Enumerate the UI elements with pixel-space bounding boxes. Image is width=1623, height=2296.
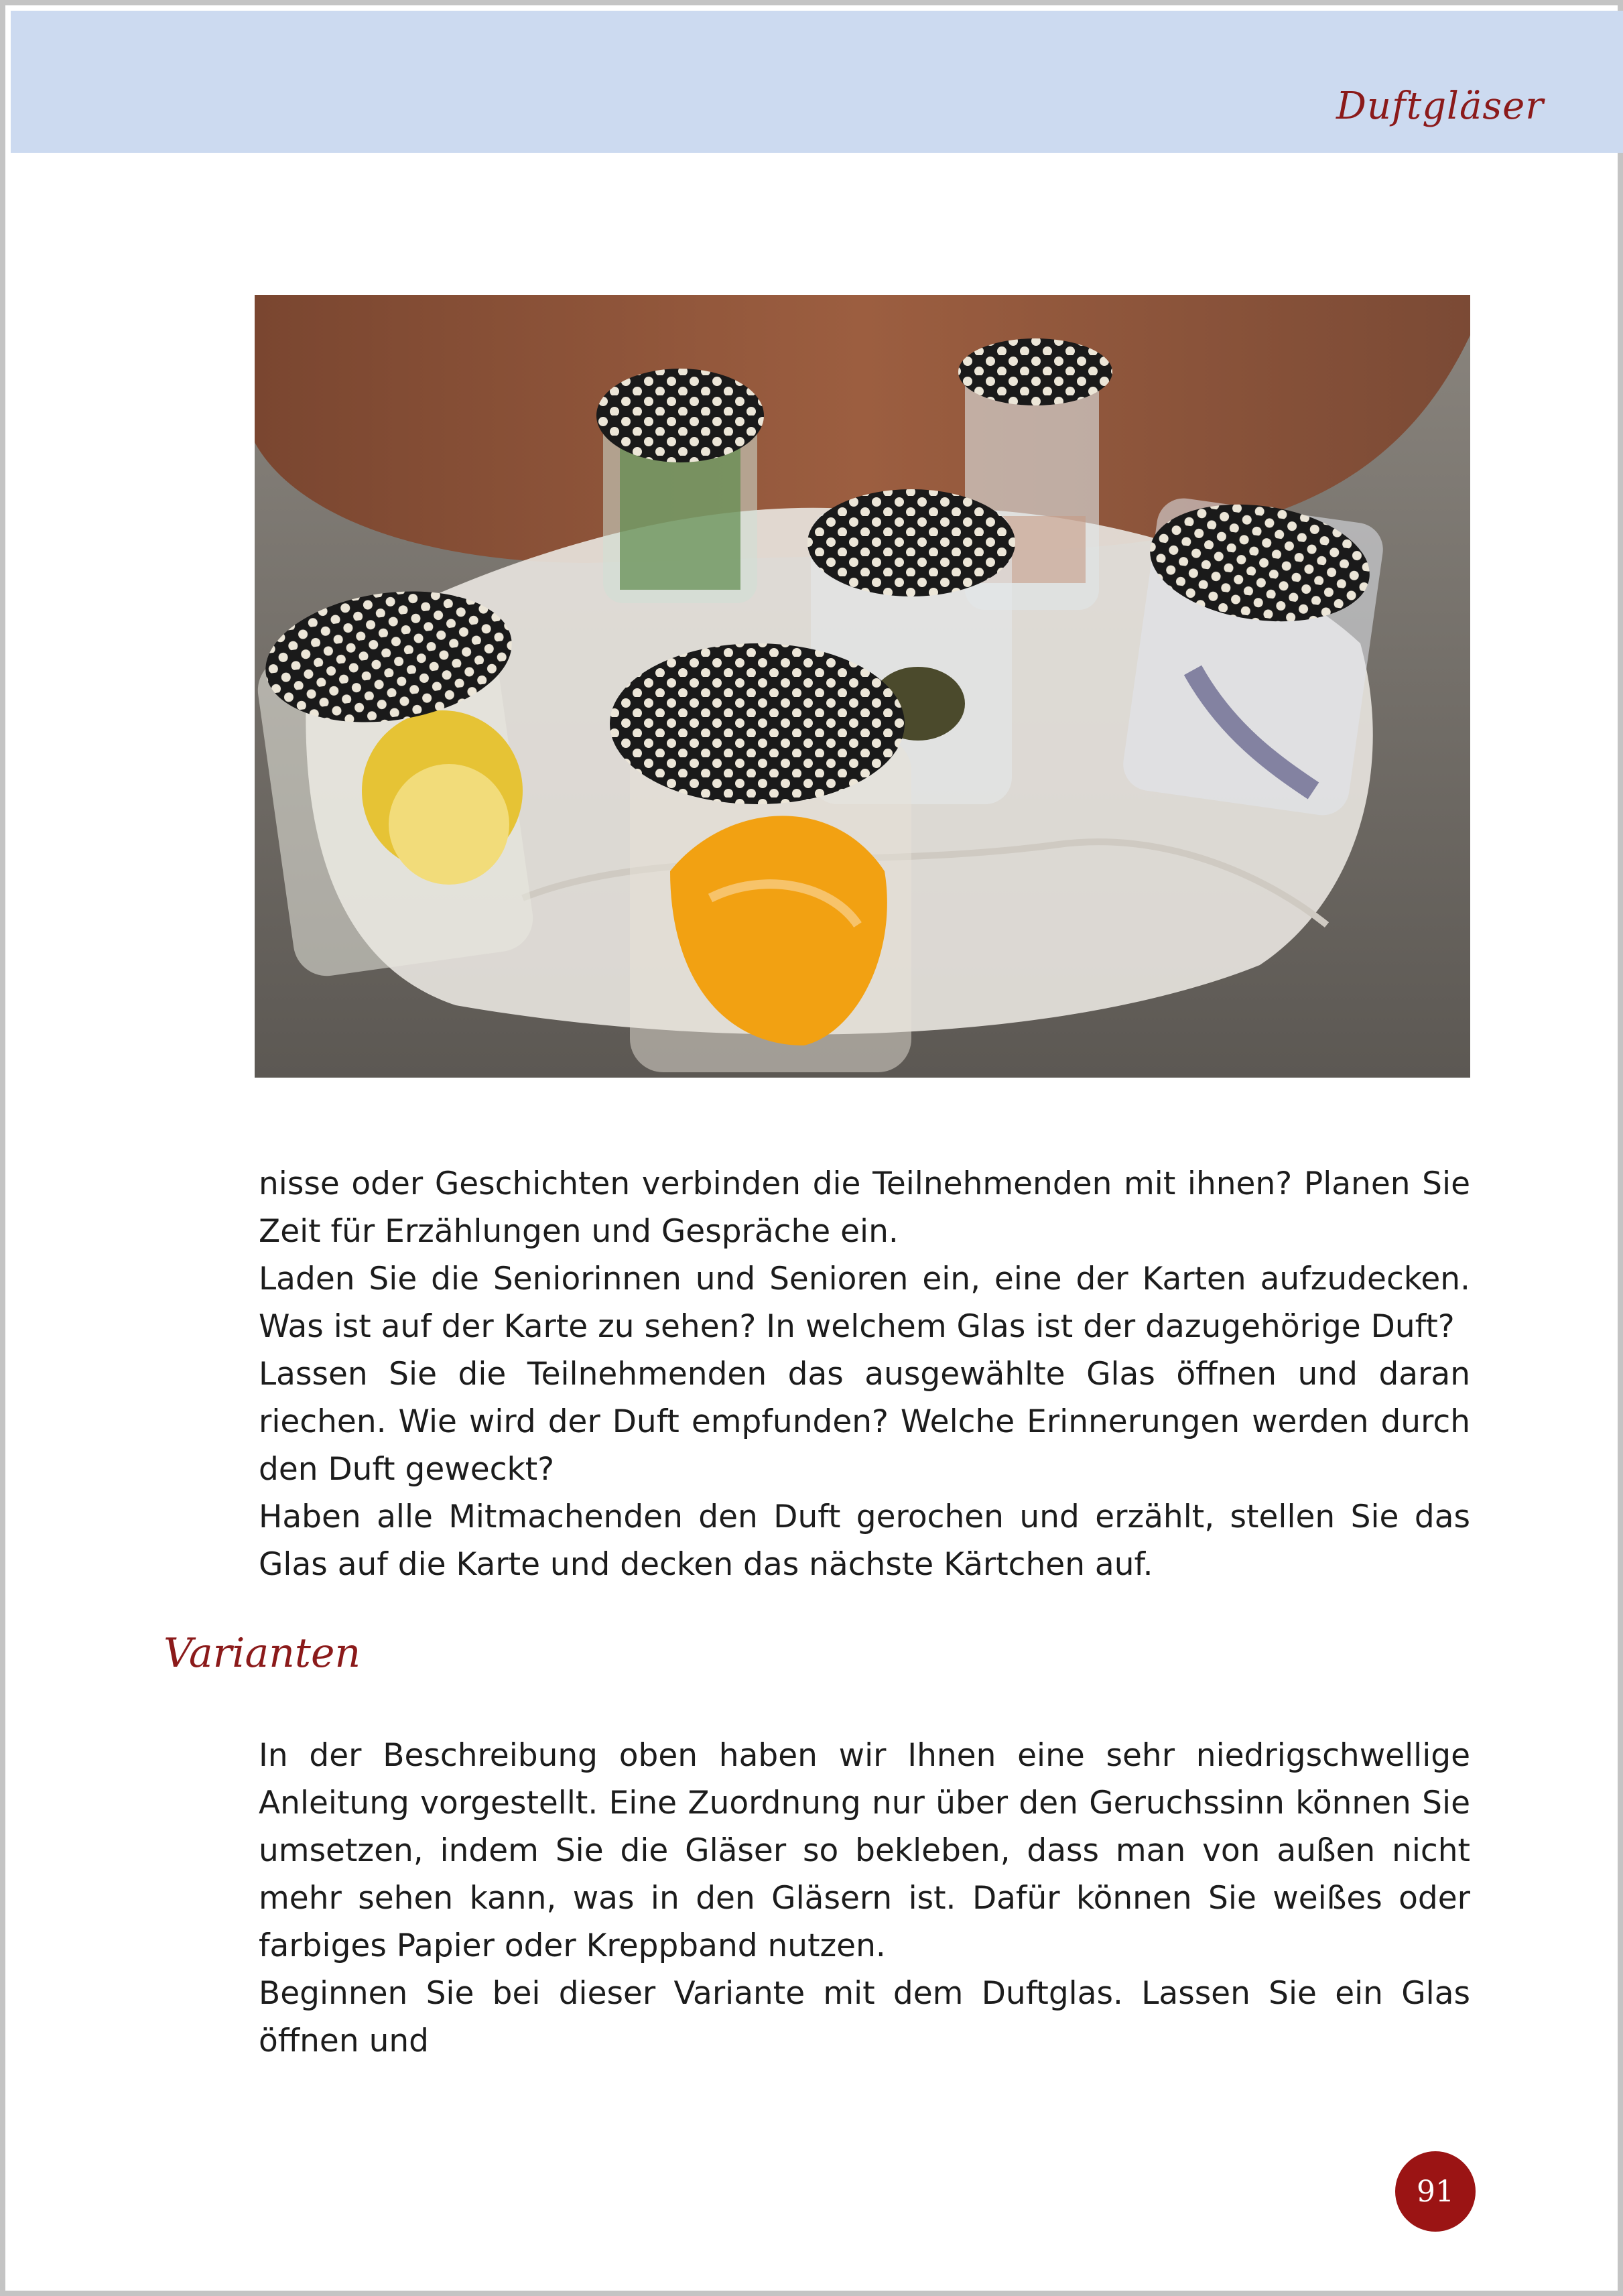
paragraph: In der Beschreibung oben haben wir Ihnen eine sehr niedrigschwellige Anleitung vorgestellt. Eine Zuordnung nur über den Geruchssinn können Sie umsetzen, indem Sie die Gläser so bekleben, dass man von außen nicht mehr sehen kann, was in den Gläsern ist. Dafür können Sie weißes oder farbiges Papier oder Kreppband nutzen. (259, 1737, 1470, 1964)
paragraph: nisse oder Geschichten verbinden die Teilnehmenden mit ihnen? Planen Sie Zeit für Erzählungen und Gespräche ein. (259, 1165, 1470, 1250)
paragraph: Lassen Sie die Teilnehmenden das ausgewählte Glas öffnen und daran riechen. Wie wird der Duft empfunden? Welche Erinnerungen werden durch den Duft geweckt? (259, 1356, 1470, 1488)
paragraph: Haben alle Mitmachenden den Duft gerochen und erzählt, stellen Sie das Glas auf die Karte und decken das nächste Kärtchen auf. (259, 1498, 1470, 1583)
intro-text (259, 1160, 1470, 1588)
page-number-badge: 91 (1395, 2151, 1476, 2232)
paragraph: Laden Sie die Seniorinnen und Senioren ein, eine der Karten aufzudecken. Was ist auf der Karte zu sehen? In welchem Glas ist der dazugehörige Duft? (259, 1261, 1470, 1345)
paragraph: Beginnen Sie bei dieser Variante mit dem Duftglas. Lassen Sie ein Glas öffnen und (259, 1975, 1470, 2059)
jars-photo (255, 295, 1470, 1078)
header-band (11, 11, 1623, 153)
section-heading-variants: Varianten (164, 1630, 361, 1677)
running-title: Duftgläser (1336, 84, 1544, 128)
variants-text (259, 1732, 1470, 2065)
jars-photo-illustration (255, 295, 1470, 1078)
